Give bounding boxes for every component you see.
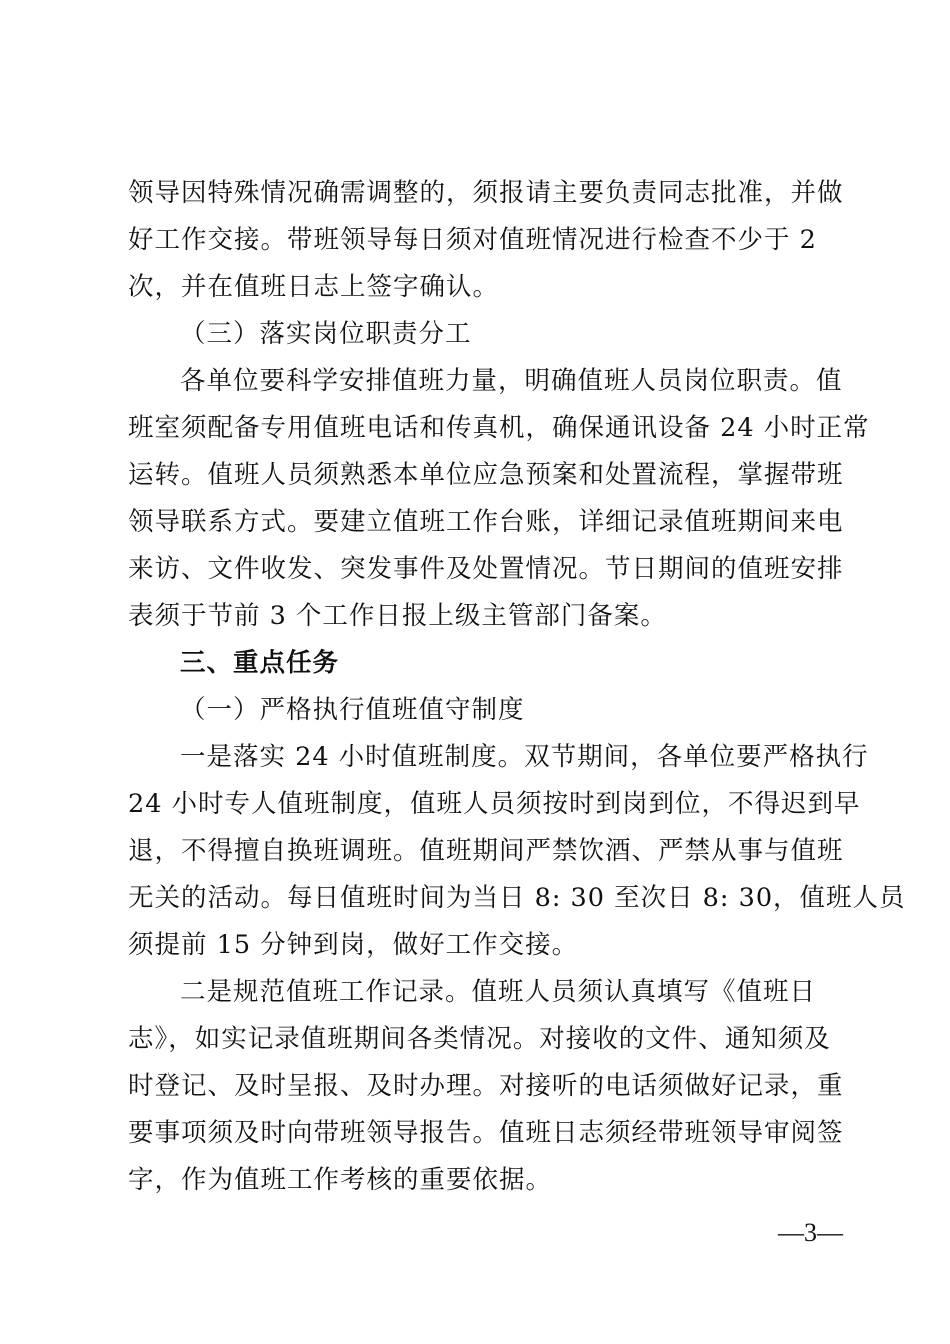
body-text-line: 24 小时专人值班制度，值班人员须按时到岗到位，不得迟到早 — [128, 789, 861, 819]
document-body — [128, 170, 906, 1204]
subsection-heading: （一）严格执行值班值守制度 — [180, 695, 525, 725]
section-heading: 三、重点任务 — [180, 648, 340, 678]
body-text-line: 来访、文件收发、突发事件及处置情况。节日期间的值班安排 — [128, 554, 844, 584]
paragraph-first-line: 各单位要科学安排值班力量，明确值班人员岗位职责。值 — [180, 366, 843, 396]
body-text-line: 运转。值班人员须熟悉本单位应急预案和处置流程，掌握带班 — [128, 460, 844, 490]
body-text-line: 字，作为值班工作考核的重要依据。 — [128, 1165, 553, 1195]
body-text-line: 好工作交接。带班领导每日须对值班情况进行检查不少于 2 — [128, 225, 817, 255]
body-text-line: 时登记、及时呈报、及时办理。对接听的电话须做好记录，重 — [128, 1071, 844, 1101]
body-text-line: 志》，如实记录值班期间各类情况。对接收的文件、通知须及 — [128, 1024, 831, 1054]
body-text-line: 须提前 15 分钟到岗，做好工作交接。 — [128, 930, 579, 960]
body-text-line: 无关的活动。每日值班时间为当日 8: 30 至次日 8: 30，值班人员 — [128, 883, 906, 913]
body-text-line: 班室须配备专用值班电话和传真机，确保通讯设备 24 小时正常 — [128, 413, 870, 443]
body-text-line: 领导因特殊情况确需调整的，须报请主要负责同志批准，并做 — [128, 178, 844, 208]
subsection-heading: （三）落实岗位职责分工 — [180, 319, 472, 349]
body-text-line: 退，不得擅自换班调班。值班期间严禁饮酒、严禁从事与值班 — [128, 836, 844, 866]
page-number: —3— — [778, 1218, 843, 1247]
paragraph-first-line: 二是规范值班工作记录。值班人员须认真填写《值班日 — [180, 977, 817, 1007]
body-text-line: 表须于节前 3 个工作日报上级主管部门备案。 — [128, 601, 667, 631]
paragraph-first-line: 一是落实 24 小时值班制度。双节期间，各单位要严格执行 — [180, 742, 869, 772]
body-text-line: 领导联系方式。要建立值班工作台账，详细记录值班期间来电 — [128, 507, 844, 537]
body-text-line: 要事项须及时向带班领导报告。值班日志须经带班领导审阅签 — [128, 1118, 844, 1148]
body-text-line: 次，并在值班日志上签字确认。 — [128, 272, 500, 302]
